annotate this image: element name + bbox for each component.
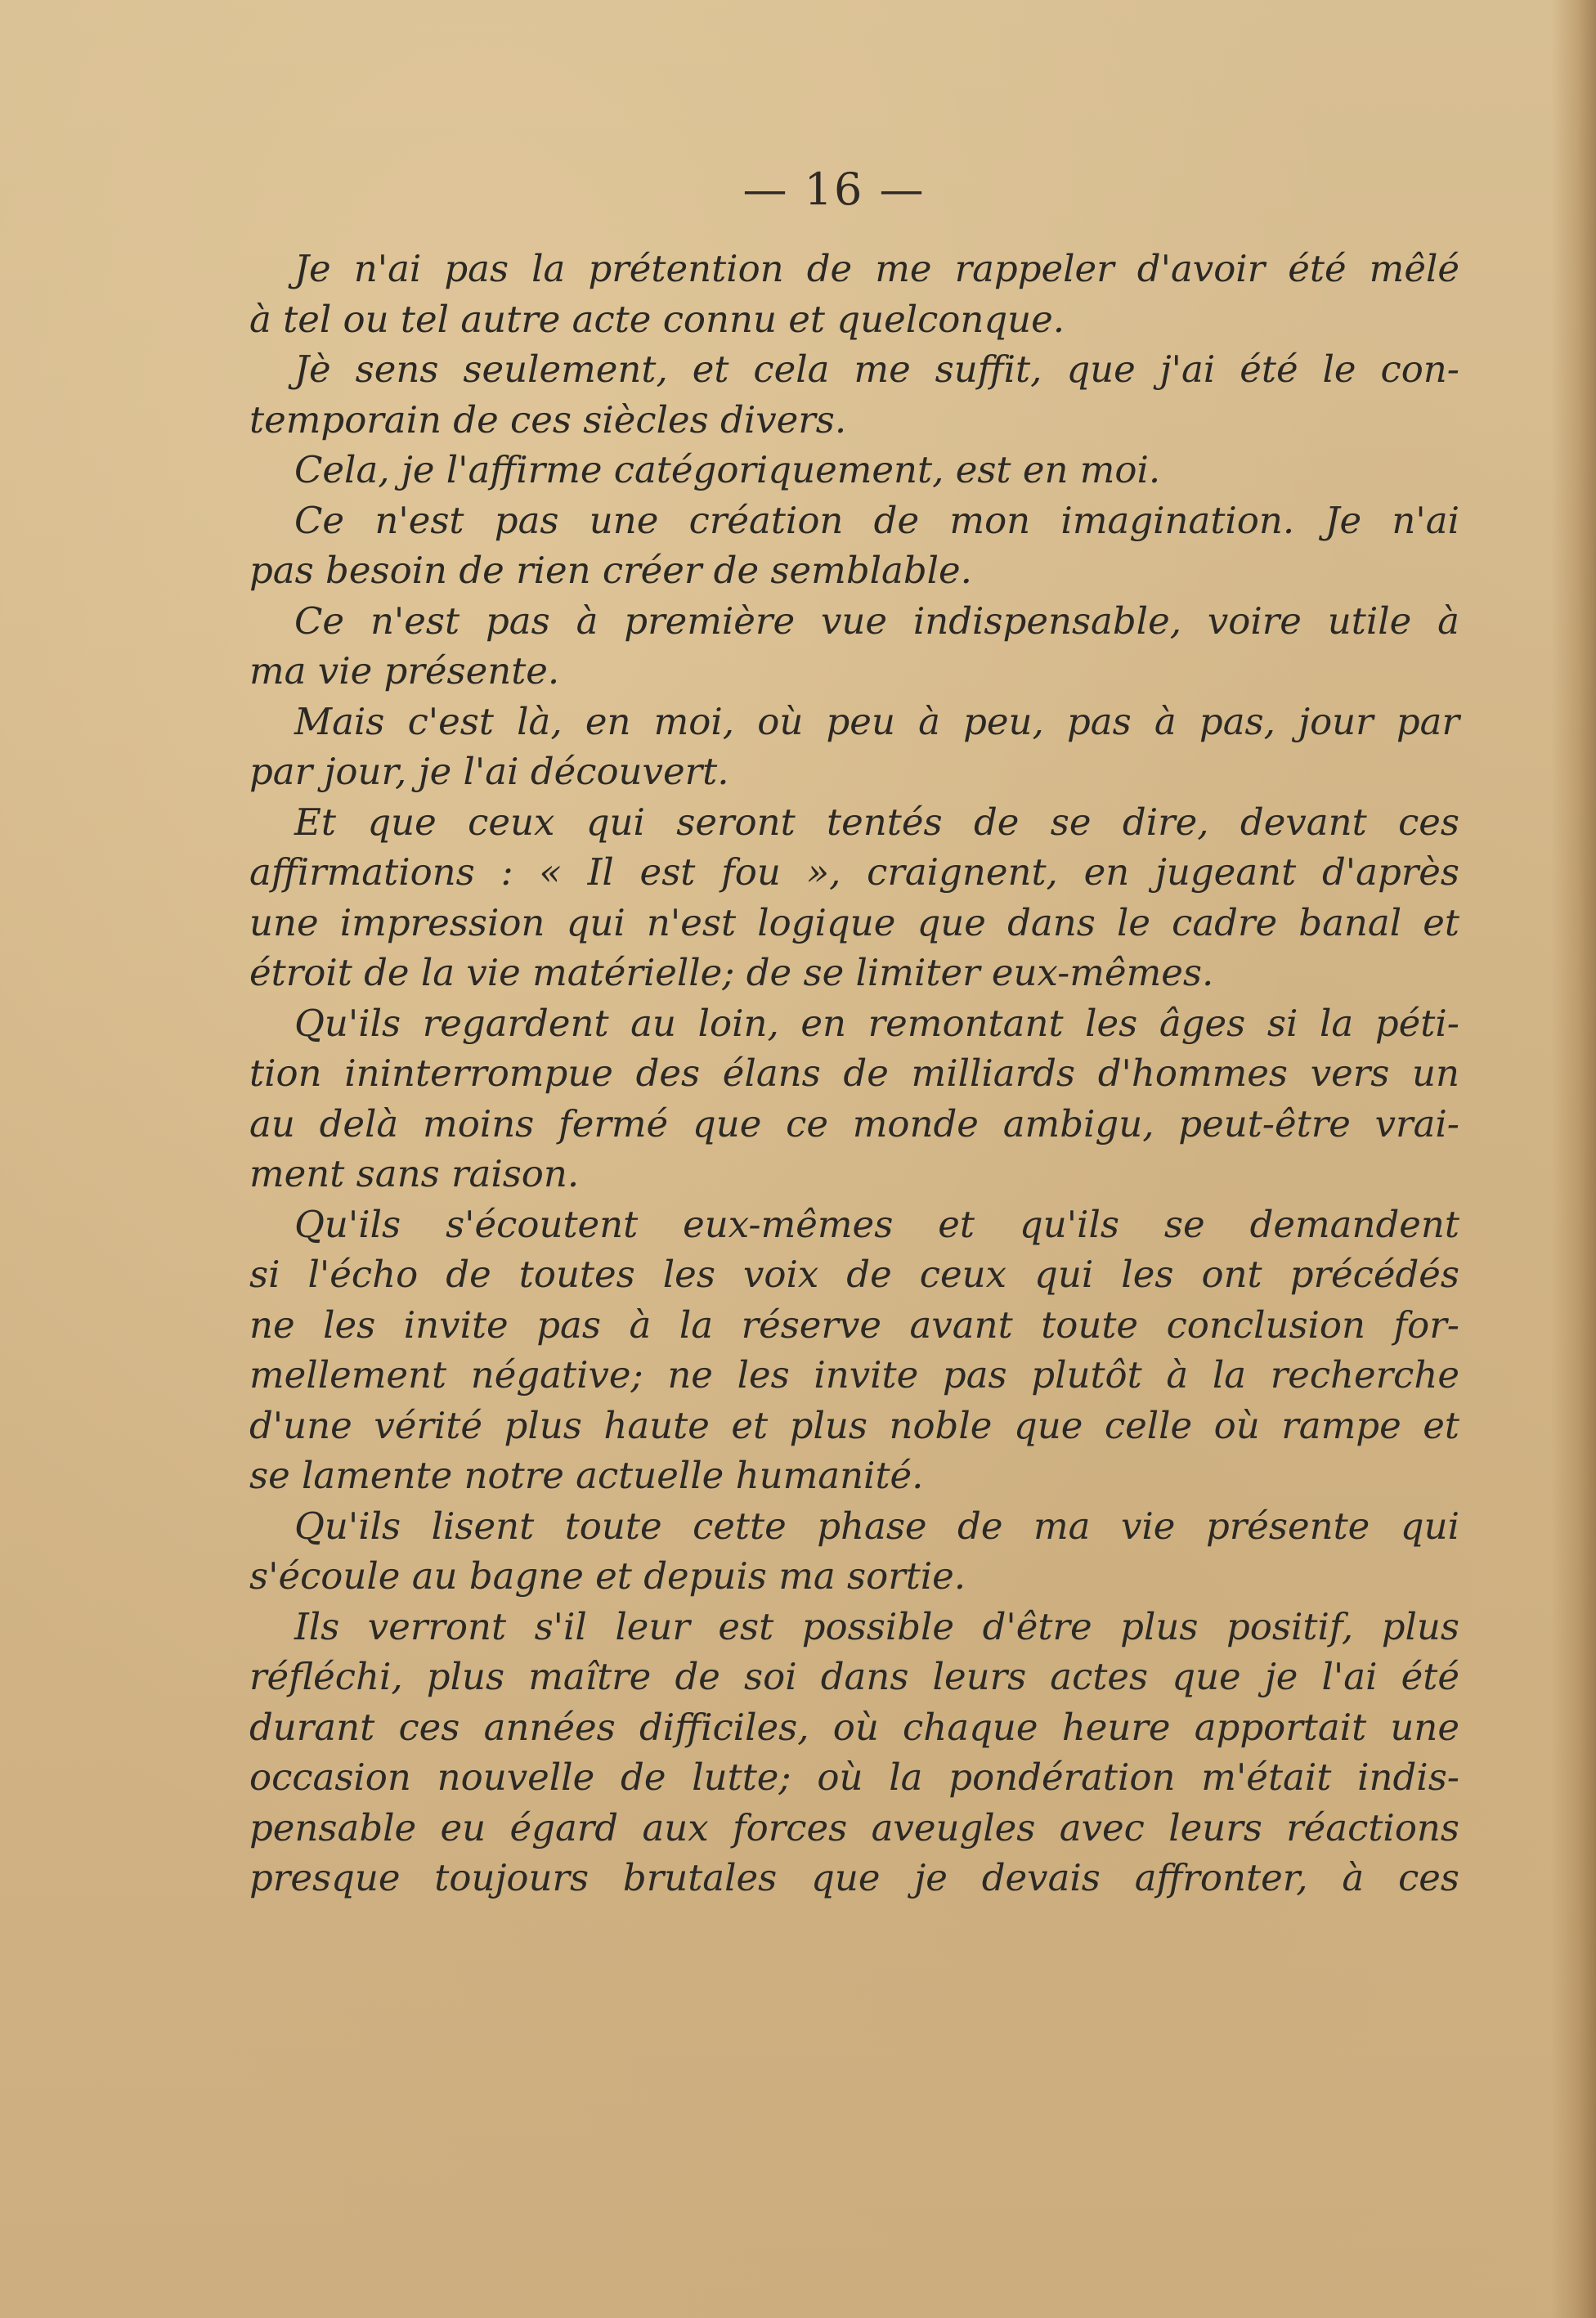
text-line: se lamente notre actuelle humanité. [249,1454,924,1497]
text-line: s'écoule au bagne et depuis ma sortie. [249,1554,966,1598]
text-line: temporain de ces siècles divers. [249,397,847,442]
text-line: pas besoin de rien créer de semblable. [249,549,972,592]
text-line: ment sans raison. [249,1152,580,1195]
text-line: d'une vérité plus haute et plus noble que celle où rampe et [249,1403,1459,1447]
text-line: ma vie présente. [249,649,560,693]
text-line: si l'écho de toutes les voix de ceux qui les ont précédés [249,1253,1459,1296]
text-line: Mais c'est là, en moi, où peu à peu, pas à pas, jour par [294,699,1459,743]
text-line: Ce n'est pas à première vue indispensable, voire utile à [294,599,1459,643]
text-line: à tel ou tel autre acte connu et quelconque. [249,297,1065,341]
text-line: Et que ceux qui seront tentés de se dire, devant ces [294,800,1459,844]
text-line: Je n'ai pas la prétention de me rappeler d'avoir été mêlé [294,247,1459,290]
text-line: Ce n'est pas une création de mon imagination. Je n'ai [294,498,1459,542]
text-line: presque toujours brutales que je devais affronter, à ces [249,1856,1459,1899]
text-line: mellement négative; ne les invite pas plutôt à la recherche [249,1353,1459,1397]
text-line: au delà moins fermé que ce monde ambigu, peut-être vrai- [249,1101,1459,1146]
page-edge-shadow [1551,0,1596,2318]
text-line: affirmations : « Il est fou », craignent, en jugeant d'après [249,850,1459,894]
text-line: pensable eu égard aux forces aveugles avec leurs réactions [249,1805,1459,1849]
body-text [249,244,1459,1903]
text-line: une impression qui n'est logique que dans le cadre banal et [249,900,1459,944]
text-line: occasion nouvelle de lutte; où la pondération m'était indis- [249,1755,1459,1799]
text-line: étroit de la vie matérielle; de se limiter eux-mêmes. [249,951,1214,994]
text-line: ne les invite pas à la réserve avant toute conclusion for- [249,1302,1459,1347]
text-line: Ils verront s'il leur est possible d'être plus positif, plus [294,1604,1459,1648]
text-line: durant ces années difficiles, où chaque heure apportait une [249,1705,1459,1749]
text-line: Cela, je l'affirme catégoriquement, est en moi. [294,448,1161,491]
text-line: Qu'ils regardent au loin, en remontant les âges si la péti- [294,1001,1459,1045]
page-number: — 16 — [742,164,926,215]
text-line: par jour, je l'ai découvert. [249,750,729,793]
text-line: tion ininterrompue des élans de milliards d'hommes vers un [249,1051,1459,1095]
text-line: Qu'ils lisent toute cette phase de ma vie présente qui [294,1504,1459,1548]
text-line: réfléchi, plus maître de soi dans leurs actes que je l'ai été [249,1655,1459,1698]
text-line: Jè sens seulement, et cela me suffit, que j'ai été le con- [294,347,1459,391]
text-line: Qu'ils s'écoutent eux-mêmes et qu'ils se demandent [294,1202,1459,1246]
